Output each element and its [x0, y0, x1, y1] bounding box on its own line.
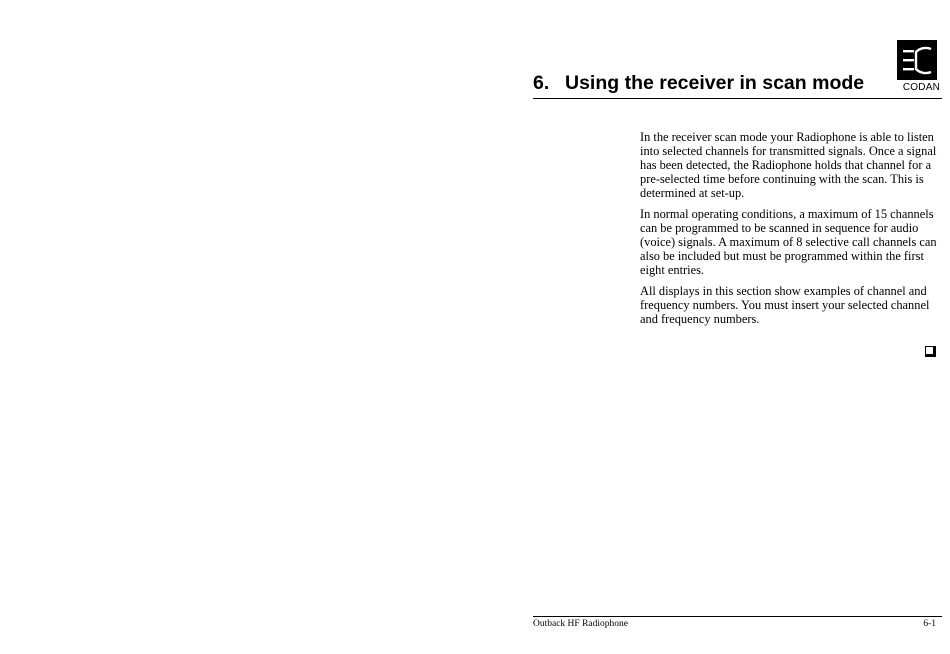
codan-logo	[880, 40, 938, 96]
footer-product-name: Outback HF Radiophone	[533, 619, 628, 629]
title-divider	[533, 98, 942, 99]
footer-divider	[533, 616, 942, 617]
section-number: 6.	[533, 72, 550, 94]
page-title	[533, 72, 864, 95]
codan-logo-text: CODAN	[902, 82, 940, 93]
footer-page-number: 6-1	[923, 619, 936, 629]
codan-logo-icon	[897, 40, 937, 80]
paragraph: In the receiver scan mode your Radiophone is able to listen into selected channels for transmitted signals. Once a signal has been detected, the Radiophone holds that channel for a pre-selected time before continuing with the scan. This is determined at set-up.	[640, 130, 937, 200]
paragraph: All displays in this section show examples of channel and frequency numbers. You must insert your selected channel and frequency numbers.	[640, 284, 930, 326]
end-of-section-box-icon	[925, 346, 936, 357]
section-title: Using the receiver in scan mode	[565, 72, 865, 94]
paragraph: In normal operating conditions, a maximum of 15 channels can be programmed to be scanned in sequence for audio (voice) signals. A maximum of 8 selective call channels can also be included but must be programmed within the first eight entries.	[640, 207, 937, 277]
body-text	[640, 130, 940, 333]
